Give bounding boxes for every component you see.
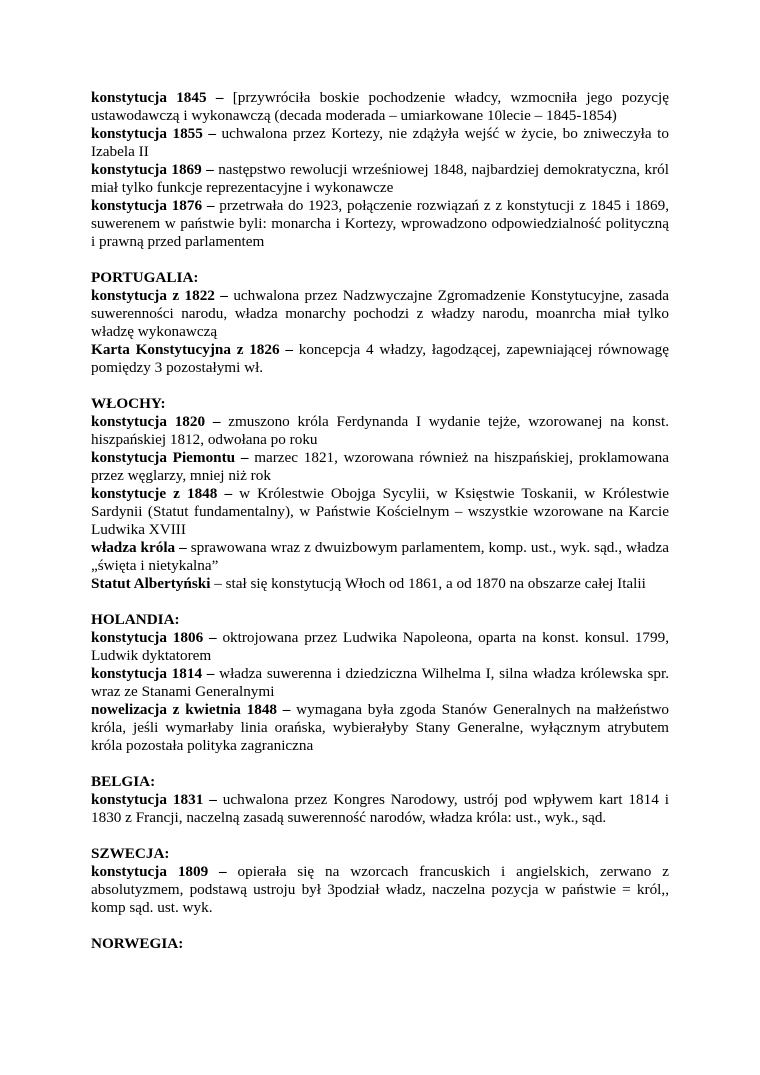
entry-term: Statut Albertyński [91, 575, 211, 592]
entry [91, 341, 669, 377]
entry-term: konstytucja 1806 – [91, 629, 217, 646]
entry-text: uchwalona przez Kortezy, nie zdążyła wejść w życie, bo zniweczyła to Izabela II [91, 125, 669, 160]
entry [91, 89, 669, 125]
entry-text: oktrojowana przez Ludwika Napoleona, oparta na konst. konsul. 1799, Ludwik dyktatorem [91, 629, 669, 664]
section-heading: HOLANDIA: [91, 611, 180, 628]
entry-text: przetrwała do 1923, połączenie rozwiązań z z konstytucji z 1845 i 1869, suwerenem w państwie byli: monarcha i Kortezy, wprowadzono odpowiedzialność polityczną i prawną przed parlamentem [91, 197, 669, 250]
entry-term: konstytucja 1814 – [91, 665, 215, 682]
entry [91, 125, 669, 161]
entry-term: konstytucja 1831 – [91, 791, 217, 808]
section-norwegia [91, 935, 669, 953]
section-holandia [91, 611, 669, 755]
entry-text: opierała się na wzorcach francuskich i angielskich, zerwano z absolutyzmem, podstawą ustroju był 3podział władz, naczelna pozycja w państwie = król,, komp sąd. ust. wyk. [91, 863, 669, 916]
entry-term: konstytucja 1820 – [91, 413, 221, 430]
section-heading: PORTUGALIA: [91, 269, 199, 286]
entry-text: władza suwerenna i dziedziczna Wilhelma I, silna władza królewska spr. wraz ze Stanami Generalnymi [91, 665, 669, 700]
entry [91, 575, 669, 593]
entry-term: konstytucja Piemontu – [91, 449, 249, 466]
entry-text: koncepcja 4 władzy, łagodzącej, zapewniającej równowagę pomiędzy 3 pozostałymi wł. [91, 341, 669, 376]
section-wlochy [91, 395, 669, 593]
entry [91, 701, 669, 755]
entry [91, 539, 669, 575]
entry-term: konstytucja 1876 – [91, 197, 215, 214]
entry-term: konstytucja 1869 – [91, 161, 214, 178]
entry-text: [przywróciła boskie pochodzenie władcy, wzmocniła jego pozycję ustawodawczą i wykonawczą (decada moderada – umiarkowane 10lecie – 1845-1854) [91, 89, 669, 124]
entry-text: następstwo rewolucji wrześniowej 1848, najbardziej demokratyczna, król miał tylko funkcje reprezentacyjne i wykonawcze [91, 161, 669, 196]
entry-text: marzec 1821, wzorowana również na hiszpańskiej, proklamowana przez węglarzy, mniej niż rok [91, 449, 669, 484]
entry-text: w Królestwie Obojga Sycylii, w Księstwie Toskanii, w Królestwie Sardynii (Statut fundamentalny), w Państwie Kościelnym – wszystkie wzorowane na Karcie Ludwika XVIII [91, 485, 669, 538]
entry-text: zmuszono króla Ferdynanda I wydanie tejże, wzorowanej na konst. hiszpańskiej 1812, odwołana po roku [91, 413, 669, 448]
entry [91, 449, 669, 485]
entry-term: władza króla – [91, 539, 187, 556]
entry-text: uchwalona przez Kongres Narodowy, ustrój pod wpływem kart 1814 i 1830 z Francji, naczelną zasadą suwerenność narodów, władza króla: ust., wyk., sąd. [91, 791, 669, 826]
section-heading: BELGIA: [91, 773, 156, 790]
entry-text: – stał się konstytucją Włoch od 1861, a od 1870 na obszarze całej Italii [210, 575, 646, 592]
entry-text: wymagana była zgoda Stanów Generalnych na małżeństwo króla, jeśli wymarłaby linia orańska, wybierałyby Stany Generalne, wyłącznym atrybutem króla pozostała polityka zagraniczna [91, 701, 670, 754]
section-heading: SZWECJA: [91, 845, 170, 862]
section-heading: WŁOCHY: [91, 395, 166, 412]
section-szwecja [91, 845, 669, 917]
entry [91, 863, 669, 917]
entry [91, 791, 669, 827]
section-spain [91, 89, 669, 251]
section-heading: NORWEGIA: [91, 935, 184, 952]
entry-term: konstytucja 1845 – [91, 89, 224, 106]
entry [91, 629, 669, 665]
entry-text: sprawowana wraz z dwuizbowym parlamentem, komp. ust., wyk. sąd., władza „święta i nietykalna” [91, 539, 669, 574]
entry-term: konstytucje z 1848 – [91, 485, 233, 502]
entry-term: konstytucja z 1822 – [91, 287, 228, 304]
entry [91, 665, 669, 701]
section-portugalia [91, 269, 669, 377]
entry-term: Karta Konstytucyjna z 1826 – [91, 341, 293, 358]
entry [91, 161, 669, 197]
section-belgia [91, 773, 669, 827]
entry [91, 413, 669, 449]
entry-text: uchwalona przez Nadzwyczajne Zgromadzenie Konstytucyjne, zasada suwerenności narodu, władza monarchy pochodzi z władzy narodu, moanrcha miał tylko władzę wykonawczą [91, 287, 669, 340]
entry-term: konstytucja 1855 – [91, 125, 217, 142]
entry [91, 287, 669, 341]
entry [91, 197, 669, 251]
entry-term: nowelizacja z kwietnia 1848 – [91, 701, 291, 718]
entry-term: konstytucja 1809 – [91, 863, 227, 880]
entry [91, 485, 669, 539]
